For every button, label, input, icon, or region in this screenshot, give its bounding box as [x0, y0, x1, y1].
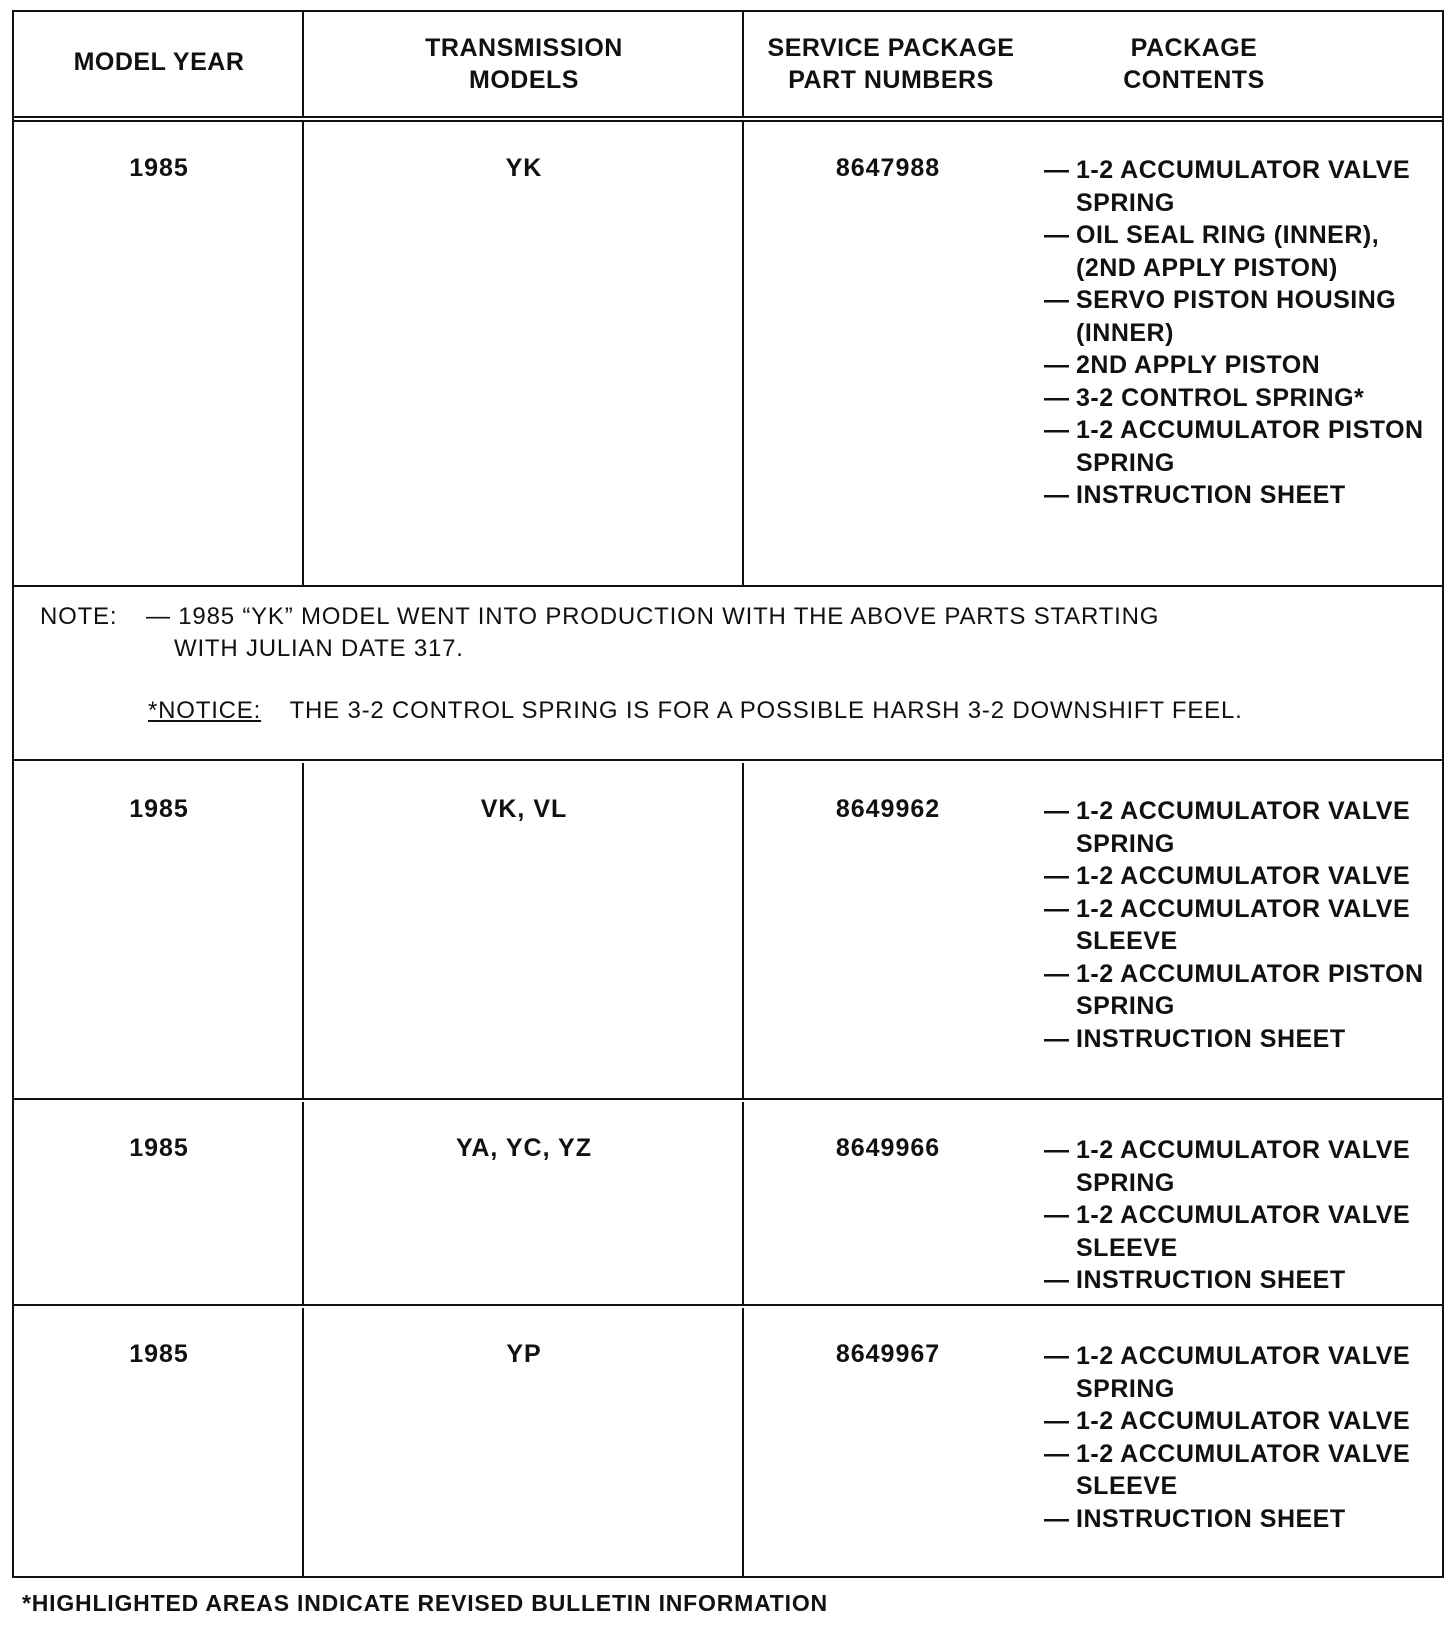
list-item: — 2ND APPLY PISTON — [1044, 351, 1321, 379]
header-package-contents — [1044, 32, 1344, 96]
notice-label: *NOTICE: — [148, 697, 262, 724]
header-model-year-cell — [14, 12, 304, 116]
package-contents — [1044, 154, 1440, 512]
transmission-models: VK, VL — [480, 795, 568, 823]
service-package-table — [12, 10, 1444, 1578]
notice-text: THE 3-2 CONTROL SPRING IS FOR A POSSIBLE HARSH 3-2 DOWNSHIFT FEEL. — [289, 697, 1243, 724]
header-part-numbers — [756, 32, 1026, 96]
model-year: 1985 — [129, 1340, 189, 1368]
notice — [148, 695, 1243, 727]
header-contents-line2: CONTENTS — [1123, 66, 1265, 94]
package-contents — [1044, 1134, 1440, 1297]
transmission-models: YA, YC, YZ — [456, 1134, 592, 1162]
header-contents-line1: PACKAGE — [1130, 34, 1258, 62]
list-item: — 1-2 ACCUMULATOR VALVE SPRING — [1044, 156, 1411, 217]
model-year: 1985 — [129, 154, 189, 182]
transmission-models: YP — [506, 1340, 542, 1368]
header-transmission-models — [304, 32, 744, 96]
table-row — [14, 763, 1442, 1100]
list-item: — 1-2 ACCUMULATOR VALVE SPRING — [1044, 1342, 1411, 1403]
part-number: 8649962 — [835, 795, 941, 823]
list-item: — INSTRUCTION SHEET — [1044, 1266, 1346, 1294]
revision-footnote: *HIGHLIGHTED AREAS INDICATE REVISED BULLETIN INFORMATION — [22, 1590, 828, 1616]
part-number: 8647988 — [835, 154, 941, 182]
list-item: — OIL SEAL RING (INNER), (2ND APPLY PISTON) — [1044, 221, 1380, 282]
part-number: 8649967 — [835, 1340, 941, 1368]
transmission-models: YK — [505, 154, 543, 182]
model-year: 1985 — [129, 795, 189, 823]
package-contents — [1044, 795, 1440, 1055]
part-number: 8649966 — [835, 1134, 941, 1162]
list-item: — 1-2 ACCUMULATOR VALVE — [1044, 862, 1411, 890]
note-line-2: WITH JULIAN DATE 317. — [174, 635, 464, 662]
header-transmission-line2: MODELS — [469, 66, 579, 94]
list-item: — 1-2 ACCUMULATOR VALVE — [1044, 1407, 1411, 1435]
table-row — [14, 122, 1442, 587]
table-row — [14, 1102, 1442, 1306]
package-contents — [1044, 1340, 1440, 1535]
header-part-numbers-line1: SERVICE PACKAGE — [767, 34, 1015, 62]
list-item: — 1-2 ACCUMULATOR VALVE SLEEVE — [1044, 894, 1411, 955]
list-item: — 1-2 ACCUMULATOR PISTON SPRING — [1044, 416, 1424, 477]
list-item: — INSTRUCTION SHEET — [1044, 481, 1346, 509]
list-item: — SERVO PISTON HOUSING (INNER) — [1044, 286, 1397, 347]
note-line-1: — 1985 “YK” MODEL WENT INTO PRODUCTION WITH THE ABOVE PARTS STARTING — [146, 603, 1160, 630]
list-item: — 1-2 ACCUMULATOR VALVE SPRING — [1044, 1136, 1411, 1197]
header-transmission-models-cell — [304, 12, 744, 116]
list-item: — 1-2 ACCUMULATOR VALVE SLEEVE — [1044, 1201, 1411, 1262]
table-row — [14, 1308, 1442, 1578]
model-year: 1985 — [129, 1134, 189, 1162]
header-part-and-contents-cell — [744, 12, 1442, 116]
header-model-year: MODEL YEAR — [73, 48, 245, 76]
list-item: — INSTRUCTION SHEET — [1044, 1024, 1346, 1053]
production-note — [14, 587, 1442, 761]
header-part-numbers-line2: PART NUMBERS — [788, 66, 994, 94]
list-item: — 3-2 CONTROL SPRING* — [1044, 383, 1365, 412]
list-item: — INSTRUCTION SHEET — [1044, 1504, 1346, 1533]
note-label: NOTE: — [40, 603, 118, 630]
list-item: — 1-2 ACCUMULATOR VALVE SPRING — [1044, 797, 1411, 858]
table-header — [14, 12, 1442, 118]
list-item: — 1-2 ACCUMULATOR PISTON SPRING — [1044, 959, 1424, 1020]
header-transmission-line1: TRANSMISSION — [425, 34, 623, 62]
list-item: — 1-2 ACCUMULATOR VALVE SLEEVE — [1044, 1439, 1411, 1500]
